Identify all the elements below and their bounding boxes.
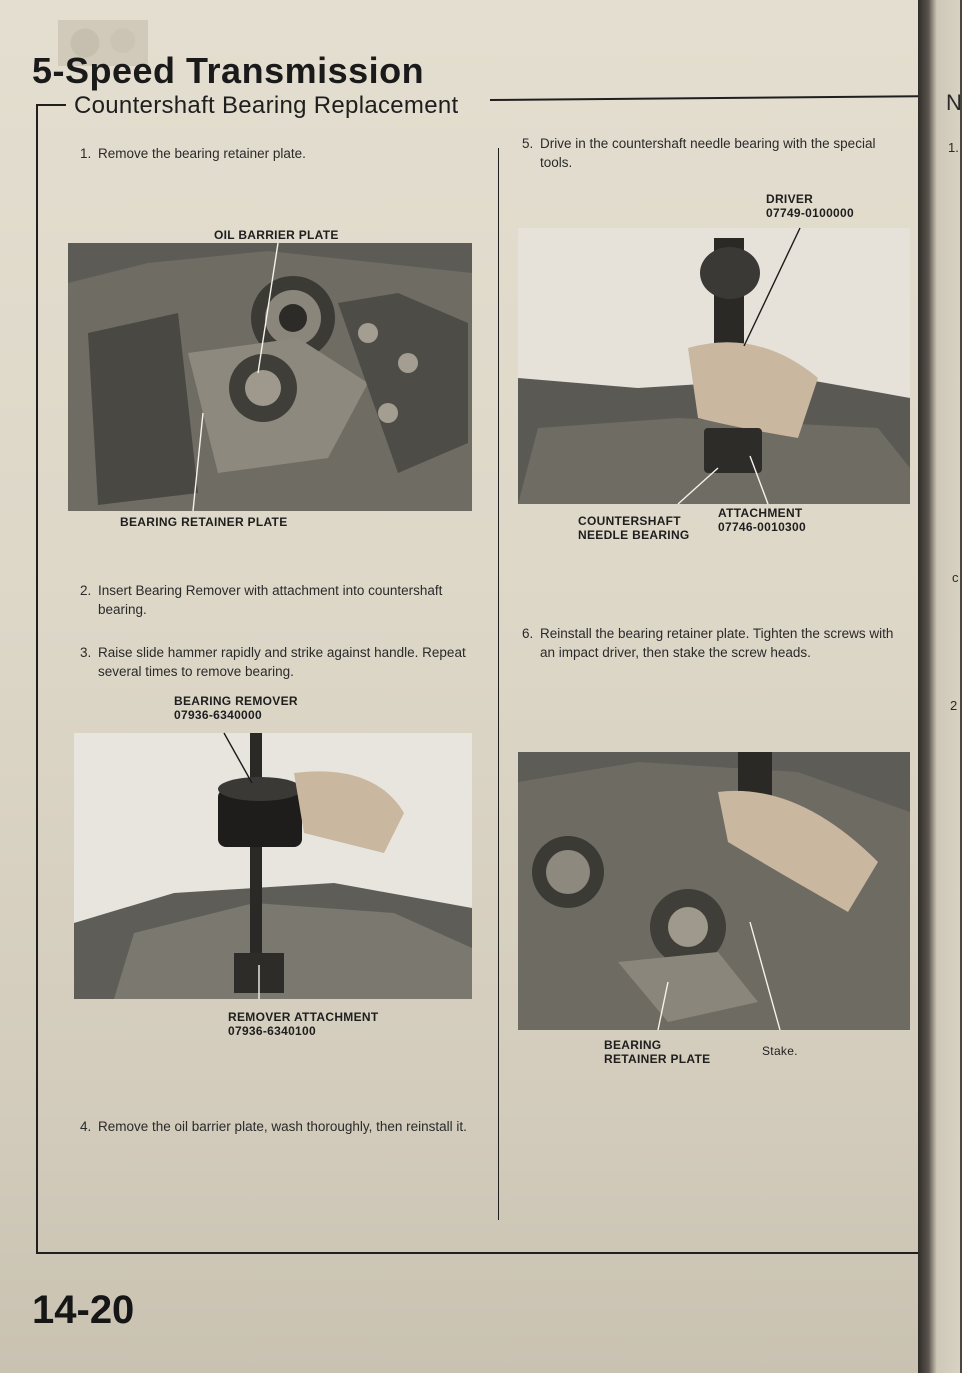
left-bracket-top: [36, 104, 66, 106]
adjacent-step-2: 2: [950, 698, 958, 713]
photo-retainer-stake: [518, 752, 910, 1030]
left-frame-rule: [36, 104, 38, 1254]
step-4-number: 4.: [80, 1119, 92, 1134]
photo-bearing-remover: [74, 733, 472, 999]
photo-driver-install-drawing: [518, 228, 910, 504]
page-title: 5-Speed Transmission: [32, 50, 425, 91]
step-4: [80, 1117, 468, 1136]
step-2-number: 2.: [80, 583, 92, 598]
photo-retainer-stake-drawing: [518, 752, 910, 1030]
step-1: [80, 144, 460, 163]
step-2: [80, 581, 466, 619]
photo-retainer-plate: [68, 243, 472, 511]
bottom-frame-rule: [36, 1252, 918, 1254]
oil-barrier-plate-label: OIL BARRIER PLATE: [214, 228, 339, 242]
step-5-text: Drive in the countershaft needle bearing with the special tools.: [540, 136, 876, 170]
header-rule: [490, 95, 918, 101]
step-3-number: 3.: [80, 645, 92, 660]
bearing-remover-part-number: 07936-6340000: [174, 708, 262, 722]
retainer-plate-label: [604, 1038, 710, 1066]
attachment-part-number: 07746-0010300: [718, 520, 806, 534]
bearing-remover-name: BEARING REMOVER: [174, 694, 298, 708]
retainer-plate-line1: BEARING: [604, 1038, 662, 1052]
remover-attachment-label: [228, 1010, 379, 1038]
adjacent-page-edge: [918, 0, 960, 1373]
retainer-plate-line2: RETAINER PLATE: [604, 1052, 711, 1066]
step-3-text: Raise slide hammer rapidly and strike against handle. Repeat several times to remove bearing.: [98, 645, 466, 679]
driver-label: [766, 192, 854, 220]
step-3: [80, 643, 476, 681]
driver-name: DRIVER: [766, 192, 814, 206]
page-number: 14-20: [32, 1288, 135, 1332]
step-1-text: Remove the bearing retainer plate.: [98, 146, 306, 161]
step-2-text: Insert Bearing Remover with attachment into countershaft bearing.: [98, 583, 443, 617]
needle-bearing-line1: COUNTERSHAFT: [578, 514, 681, 528]
bearing-retainer-plate-label: BEARING RETAINER PLATE: [120, 515, 288, 529]
attachment-name: ATTACHMENT: [718, 506, 803, 520]
stake-label: Stake.: [762, 1044, 798, 1058]
needle-bearing-line2: NEEDLE BEARING: [578, 528, 690, 542]
photo-bearing-remover-drawing: [74, 733, 472, 999]
remover-attachment-name: REMOVER ATTACHMENT: [228, 1010, 379, 1024]
step-6-number: 6.: [522, 626, 534, 641]
adjacent-letter-c: c: [952, 570, 959, 585]
step-5-number: 5.: [522, 136, 534, 151]
adjacent-step-1: 1.: [948, 140, 959, 155]
countershaft-needle-bearing-label: [578, 514, 690, 542]
column-divider: [498, 148, 499, 1220]
section-subtitle: Countershaft Bearing Replacement: [74, 92, 459, 119]
bearing-remover-label: [174, 694, 298, 722]
adjacent-letter-n: N: [946, 90, 962, 115]
step-6-text: Reinstall the bearing retainer plate. Tighten the screws with an impact driver, then stake the screw heads.: [540, 626, 894, 660]
step-5: [522, 134, 910, 172]
photo-retainer-plate-drawing: [68, 243, 472, 511]
photo-driver-install: [518, 228, 910, 504]
step-4-text: Remove the oil barrier plate, wash thoroughly, then reinstall it.: [98, 1119, 467, 1134]
driver-part-number: 07749-0100000: [766, 206, 854, 220]
attachment-label: [718, 506, 806, 534]
step-6: [522, 624, 910, 662]
step-1-number: 1.: [80, 146, 92, 161]
remover-attachment-part-number: 07936-6340100: [228, 1024, 316, 1038]
